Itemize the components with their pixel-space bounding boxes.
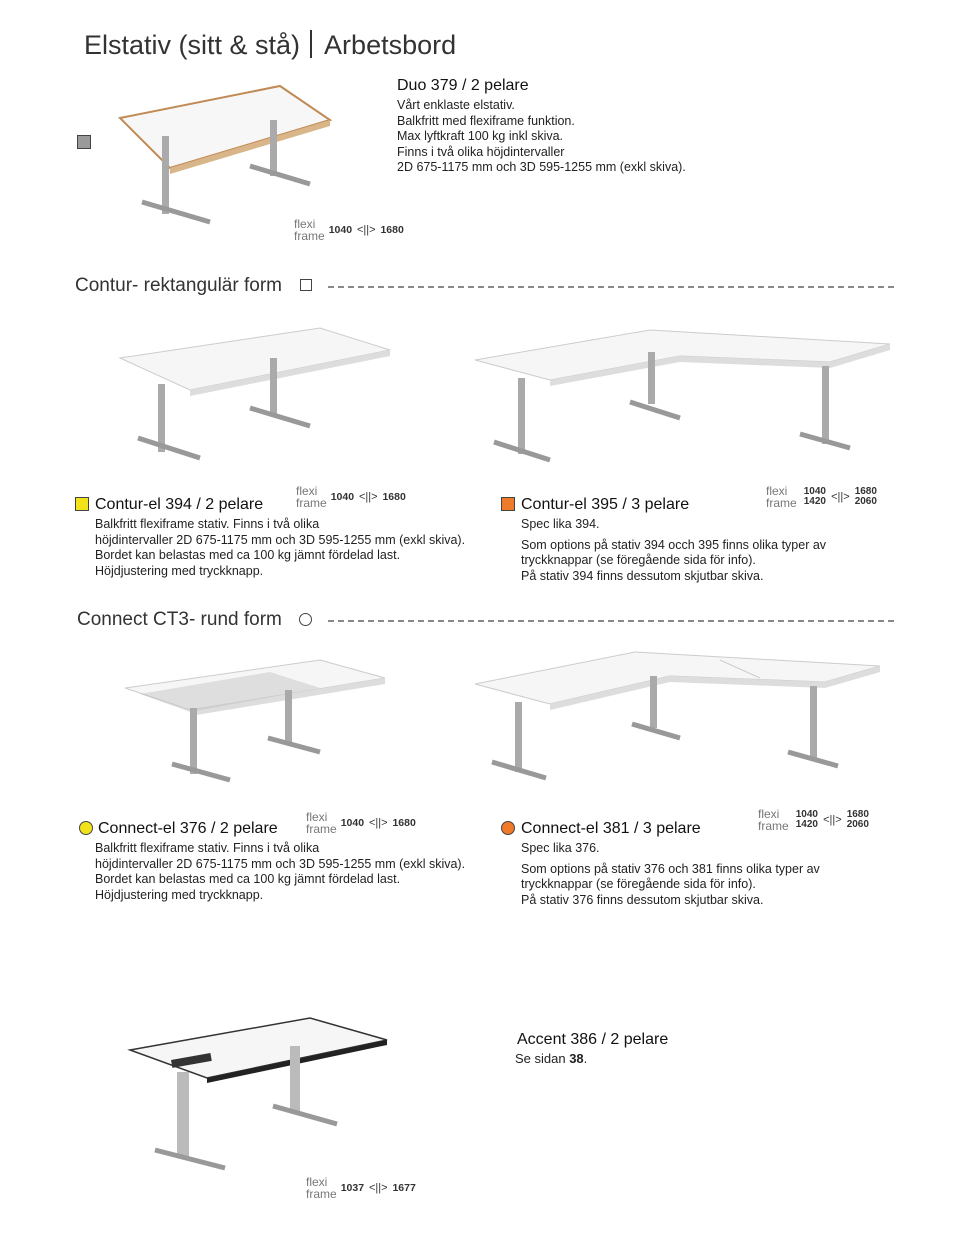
contur-395-flexiframe-badge: flexi frame 1040 1420 <||> 1680 2060 <box>766 484 877 510</box>
connect-381-flexiframe-badge: flexi frame 1040 1420 <||> 1680 2060 <box>758 807 869 833</box>
connect-376-description: Balkfritt flexiframe stativ. Finns i två olika höjdintervaller 2D 675-1175 mm och 3D 595-1255 mm (exkl skiva). Bordet kan belastas med ca 100 kg jämnt fördelad last. Höjdjustering med tryckknapp. <box>95 841 466 902</box>
section-divider <box>328 286 894 288</box>
duo-flexiframe-badge: flexi frame 1040 <||> 1680 <box>294 217 404 243</box>
title-left: Elstativ (sitt & stå) <box>84 30 301 60</box>
contur-394-description: Balkfritt flexiframe stativ. Finns i två olika höjdintervaller 2D 675-1175 mm och 3D 595-1255 mm (exkl skiva). Bordet kan belastas med ca 100 kg jämnt fördelad last. Höjdjustering med tryckknapp. <box>95 517 466 578</box>
duo-table-image <box>100 68 400 228</box>
duo-color-swatch <box>77 135 91 149</box>
accent-386-table-image <box>125 1010 465 1180</box>
contur-395-description: Spec lika 394. Som options på stativ 394 occh 395 finns olika typer av tryckknappar (se föregående sida för info). På stativ 394 finns dessutom skjutbar skiva. <box>521 517 827 583</box>
contur-395-table-image <box>470 322 910 472</box>
connect-376-table-image <box>120 652 460 802</box>
contur-394-table-image <box>110 318 450 478</box>
circle-shape-icon <box>299 613 312 626</box>
connect-376-color-swatch <box>79 821 93 835</box>
accent-386-reference: Se sidan 38. <box>515 1051 588 1066</box>
connect-381-color-swatch <box>501 821 515 835</box>
contur-395-color-swatch <box>501 497 515 511</box>
connect-381-description: Spec lika 376. Som options på stativ 376 och 381 finns olika typer av tryckknappar (se föregående sida för info). På stativ 376 finns dessutom skjutbar skiva. <box>521 841 820 907</box>
connect-376-flexiframe-badge: flexi frame 1040 <||> 1680 <box>306 810 416 836</box>
accent-386-flexiframe-badge: flexi frame 1037 <||> 1677 <box>306 1175 416 1201</box>
title-right: Arbetsbord <box>324 30 457 60</box>
contur-394-flexiframe-badge: flexi frame 1040 <||> 1680 <box>296 484 406 510</box>
section-divider <box>328 620 894 622</box>
connect-381-title: Connect-el 381 / 3 pelare <box>521 820 701 837</box>
contur-394-color-swatch <box>75 497 89 511</box>
connect-376-title: Connect-el 376 / 2 pelare <box>98 820 278 837</box>
duo-description: Vårt enklaste elstativ. Balkfritt med flexiframe funktion. Max lyftkraft 100 kg inkl skiva. Finns i två olika höjdintervaller 2D 675-1175 mm och 3D 595-1255 mm (exkl skiva). <box>397 98 686 174</box>
square-shape-icon <box>300 279 312 291</box>
connect-381-table-image <box>470 646 910 796</box>
accent-386-title: Accent 386 / 2 pelare <box>517 1031 669 1048</box>
connect-section-title: Connect CT3- rund form <box>77 609 282 630</box>
page-title <box>84 30 456 61</box>
contur-394-title: Contur-el 394 / 2 pelare <box>95 496 264 513</box>
contur-section-title: Contur- rektangulär form <box>75 275 282 296</box>
title-separator <box>310 30 312 58</box>
duo-title: Duo 379 / 2 pelare <box>397 77 529 94</box>
contur-395-title: Contur-el 395 / 3 pelare <box>521 496 690 513</box>
